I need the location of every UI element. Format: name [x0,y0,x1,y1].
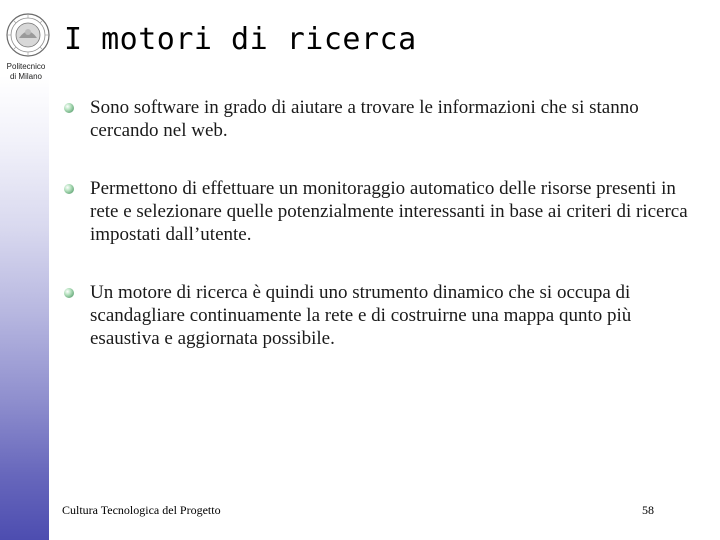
page-number: 58 [642,503,654,517]
bullet-item [60,281,700,350]
bullet-text: Un motore di ricerca è quindi uno strumento dinamico che si occupa di scandagliare continuamente la rete e di costruirne una mappa qunto più esaustiva e aggiornata possibile. [90,282,632,349]
bullet-text: Sono software in grado di aiutare a trovare le informazioni che si stanno cercando nel web. [90,97,639,141]
bullet-icon [64,184,74,194]
logo-label-line2: di Milano [9,72,42,81]
logo-label-line1: Politecnico [6,62,46,71]
footer-course-title: Cultura Tecnologica del Progetto [62,503,221,517]
bullet-text: Permettono di effettuare un monitoraggio automatico delle risorse presenti in rete e selezionare quelle potenzialmente interessanti in base ai criteri di ricerca impostati dall’utente. [90,178,688,245]
bullet-icon [64,288,74,298]
bullet-list [60,96,700,385]
bullet-item [60,96,700,142]
slide-title: I motori di ricerca [64,22,417,57]
bullet-icon [64,103,74,113]
bullet-item [60,177,700,246]
seal-icon [6,13,50,57]
